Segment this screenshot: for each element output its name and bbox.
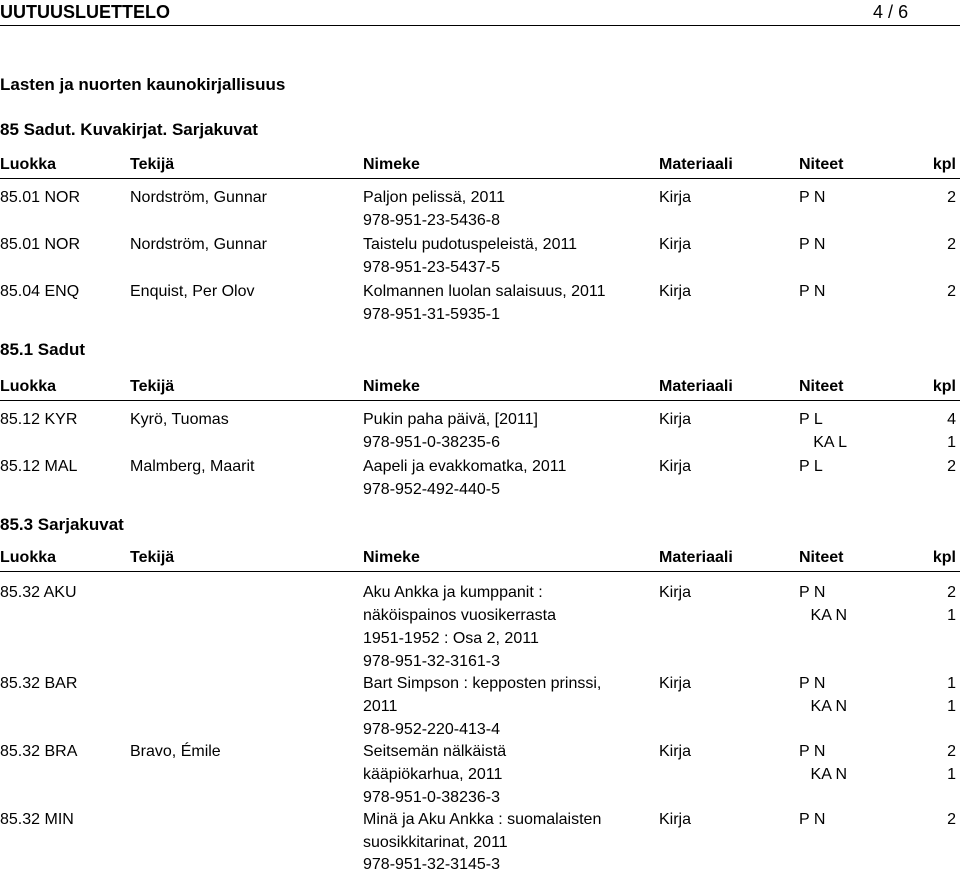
row-tekija: Bravo, Émile — [130, 743, 221, 760]
column-header-rule — [0, 178, 960, 179]
row-niteet: P L — [799, 458, 823, 475]
col-header-luokka: Luokka — [0, 378, 57, 395]
row-niteet: KA N — [810, 766, 847, 783]
row-kpl: 1 — [947, 766, 956, 783]
column-header-rule — [0, 400, 960, 401]
row-kpl: 1 — [947, 434, 956, 451]
col-header-luokka: Luokka — [0, 156, 57, 173]
row-nimeke: suosikkitarinat, 2011 — [363, 834, 508, 851]
section-title: 85 Sadut. Kuvakirjat. Sarjakuvat — [0, 120, 258, 139]
row-luokka: 85.01 NOR — [0, 189, 81, 206]
col-header-nimeke: Nimeke — [363, 549, 420, 566]
row-materiaali: Kirja — [659, 743, 692, 760]
row-luokka: 85.01 NOR — [0, 236, 81, 253]
row-niteet: P N — [799, 236, 826, 253]
row-materiaali: Kirja — [659, 458, 692, 475]
row-luokka: 85.32 MIN — [0, 811, 74, 828]
row-nimeke: Minä ja Aku Ankka : suomalaisten — [363, 811, 602, 828]
col-header-luokka: Luokka — [0, 549, 57, 566]
row-materiaali: Kirja — [659, 189, 692, 206]
row-kpl: 2 — [947, 189, 956, 206]
col-header-nimeke: Nimeke — [363, 156, 420, 173]
row-materiaali: Kirja — [659, 675, 692, 692]
col-header-kpl: kpl — [932, 378, 956, 395]
row-nimeke: kääpiökarhua, 2011 — [363, 766, 503, 783]
row-niteet: P L — [799, 411, 823, 428]
row-niteet: KA N — [810, 698, 847, 715]
row-kpl: 2 — [947, 236, 956, 253]
row-niteet: KA L — [813, 434, 847, 451]
row-isbn: 978-951-32-3145-3 — [363, 856, 500, 873]
row-nimeke: Taistelu pudotuspeleistä, 2011 — [363, 236, 578, 253]
row-luokka: 85.04 ENQ — [0, 283, 80, 300]
row-kpl: 1 — [947, 698, 956, 715]
row-luokka: 85.32 AKU — [0, 584, 77, 601]
row-kpl: 2 — [947, 584, 956, 601]
section-title: 85.1 Sadut — [0, 340, 86, 359]
row-nimeke: Seitsemän nälkäistä — [363, 743, 507, 760]
row-isbn: 978-951-23-5437-5 — [363, 259, 500, 276]
row-kpl: 1 — [947, 675, 956, 692]
page-current: 4 — [873, 2, 884, 22]
row-niteet: KA N — [810, 607, 847, 624]
row-nimeke: Aapeli ja evakkomatka, 2011 — [363, 458, 567, 475]
col-header-tekija: Tekijä — [130, 549, 175, 566]
row-tekija: Kyrö, Tuomas — [130, 411, 229, 428]
col-header-tekija: Tekijä — [130, 378, 175, 395]
row-tekija: Nordström, Gunnar — [130, 236, 267, 253]
row-niteet: P N — [799, 811, 826, 828]
row-kpl: 2 — [947, 283, 956, 300]
col-header-niteet: Niteet — [799, 549, 844, 566]
row-isbn: 978-951-0-38235-6 — [363, 434, 500, 451]
row-nimeke: Kolmannen luolan salaisuus, 2011 — [363, 283, 606, 300]
col-header-kpl: kpl — [932, 549, 956, 566]
col-header-materiaali: Materiaali — [659, 378, 733, 395]
row-nimeke: näköispainos vuosikerrasta — [363, 607, 556, 624]
page-separator: / — [888, 2, 894, 22]
row-nimeke: 2011 — [363, 698, 398, 715]
row-niteet: P N — [799, 189, 826, 206]
row-tekija: Nordström, Gunnar — [130, 189, 267, 206]
row-materiaali: Kirja — [659, 283, 692, 300]
section-title: 85.3 Sarjakuvat — [0, 515, 124, 534]
col-header-niteet: Niteet — [799, 156, 844, 173]
row-kpl: 4 — [947, 411, 956, 428]
row-isbn: 978-951-0-38236-3 — [363, 789, 500, 806]
column-header-rule — [0, 571, 960, 572]
row-nimeke: 1951-1952 : Osa 2, 2011 — [363, 630, 539, 647]
row-materiaali: Kirja — [659, 584, 692, 601]
page-number — [873, 2, 908, 22]
row-luokka: 85.12 MAL — [0, 458, 78, 475]
row-isbn: 978-951-23-5436-8 — [363, 212, 500, 229]
row-niteet: P N — [799, 283, 826, 300]
col-header-nimeke: Nimeke — [363, 378, 420, 395]
row-isbn: 978-951-32-3161-3 — [363, 653, 500, 670]
row-isbn: 978-951-31-5935-1 — [363, 306, 500, 323]
row-nimeke: Pukin paha päivä, [2011] — [363, 411, 538, 428]
row-niteet: P N — [799, 584, 826, 601]
row-nimeke: Paljon pelissä, 2011 — [363, 189, 506, 206]
header-rule — [0, 25, 960, 26]
col-header-materiaali: Materiaali — [659, 549, 733, 566]
row-nimeke: Aku Ankka ja kumppanit : — [363, 584, 543, 601]
row-tekija: Enquist, Per Olov — [130, 283, 255, 300]
col-header-niteet: Niteet — [799, 378, 844, 395]
row-kpl: 2 — [947, 811, 956, 828]
row-niteet: P N — [799, 675, 826, 692]
row-isbn: 978-952-492-440-5 — [363, 481, 500, 498]
col-header-tekija: Tekijä — [130, 156, 175, 173]
row-luokka: 85.32 BRA — [0, 743, 78, 760]
row-nimeke: Bart Simpson : kepposten prinssi, — [363, 675, 602, 692]
row-kpl: 1 — [947, 607, 956, 624]
row-kpl: 2 — [947, 743, 956, 760]
category-title: Lasten ja nuorten kaunokirjallisuus — [0, 75, 286, 94]
row-materiaali: Kirja — [659, 236, 692, 253]
col-header-materiaali: Materiaali — [659, 156, 733, 173]
row-isbn: 978-952-220-413-4 — [363, 721, 500, 738]
row-luokka: 85.32 BAR — [0, 675, 78, 692]
row-luokka: 85.12 KYR — [0, 411, 78, 428]
row-niteet: P N — [799, 743, 826, 760]
row-materiaali: Kirja — [659, 411, 692, 428]
row-tekija: Malmberg, Maarit — [130, 458, 255, 475]
document-title: UUTUUSLUETTELO — [0, 2, 170, 22]
row-kpl: 2 — [947, 458, 956, 475]
row-materiaali: Kirja — [659, 811, 692, 828]
col-header-kpl: kpl — [932, 156, 956, 173]
page-total: 6 — [898, 2, 909, 22]
